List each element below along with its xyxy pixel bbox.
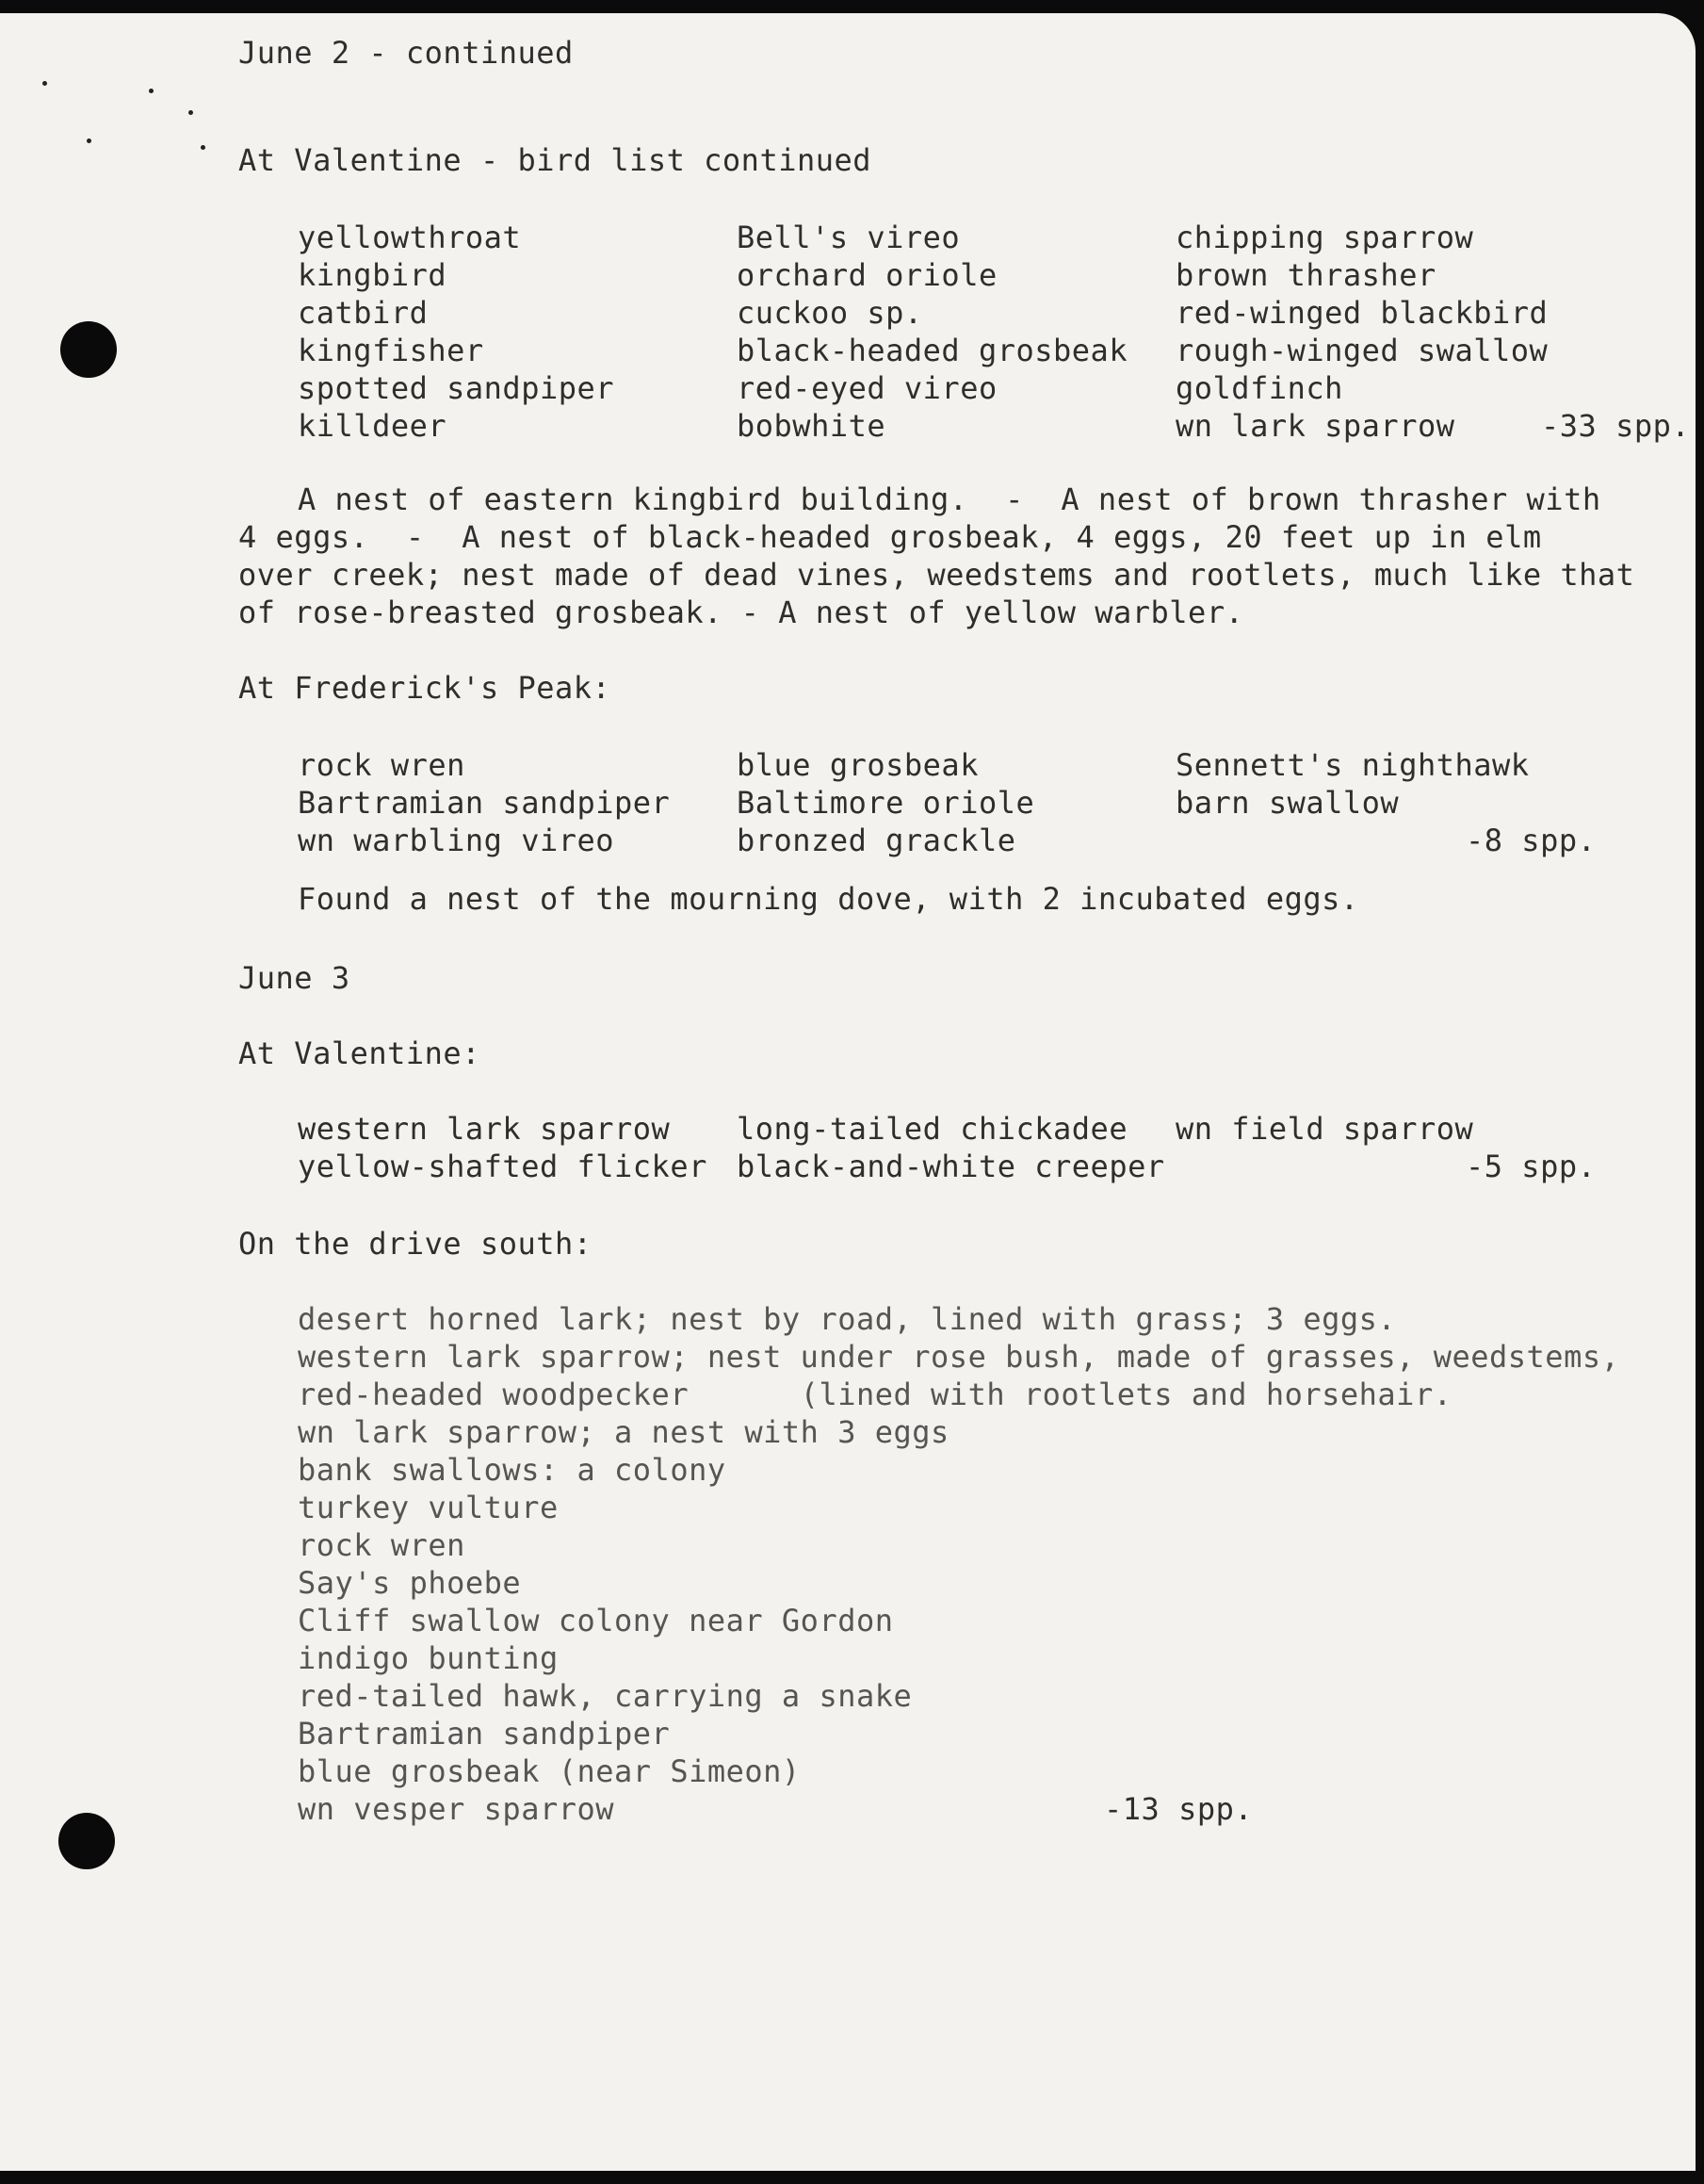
drive-item: western lark sparrow; nest under rose bush, made of grasses, weedstems,	[298, 1339, 1620, 1375]
drive-item: wn vesper sparrow	[298, 1791, 615, 1827]
drive-item: turkey vulture	[298, 1490, 559, 1525]
bird-col3: red-winged blackbird	[1176, 295, 1549, 331]
bird-col1: Bartramian sandpiper	[298, 785, 671, 821]
drive-item: red-headed woodpecker (lined with rootlets and horsehair.	[298, 1377, 1452, 1412]
bird-col2: bronzed grackle	[737, 823, 1016, 858]
speck	[87, 139, 91, 143]
frederick-heading: At Frederick's Peak:	[238, 670, 611, 706]
bird-col3: barn swallow	[1176, 785, 1400, 821]
page-header: June 2 - continued	[238, 35, 574, 71]
bird-col2: bobwhite	[737, 408, 886, 444]
bird-col3: goldfinch	[1176, 370, 1343, 406]
bird-col3: Sennett's nighthawk	[1176, 747, 1530, 783]
speck	[201, 145, 205, 150]
bird-col1: killdeer	[298, 408, 447, 444]
bird-col1: spotted sandpiper	[298, 370, 615, 406]
bird-col2: long-tailed chickadee	[737, 1111, 1128, 1147]
speck	[188, 110, 193, 115]
bird-col2: red-eyed vireo	[737, 370, 998, 406]
typed-page	[0, 13, 1696, 2171]
bird-col1: yellow-shafted flicker	[298, 1149, 707, 1184]
bird-col3: wn field sparrow	[1176, 1111, 1474, 1147]
drive-item: desert horned lark; nest by road, lined with grass; 3 eggs.	[298, 1301, 1397, 1337]
bird-col2: Bell's vireo	[737, 220, 961, 255]
bird-col2: black-headed grosbeak	[737, 333, 1128, 368]
drive-item: Say's phoebe	[298, 1565, 522, 1601]
drive-item: wn lark sparrow; a nest with 3 eggs	[298, 1414, 949, 1450]
bird-col3: brown thrasher	[1176, 257, 1436, 293]
bird-col1: wn warbling vireo	[298, 823, 615, 858]
note-line: A nest of eastern kingbird building. - A nest of brown thrasher with	[298, 481, 1601, 517]
note-line: Found a nest of the mourning dove, with 2 incubated eggs.	[298, 881, 1359, 917]
bird-col3: chipping sparrow	[1176, 220, 1474, 255]
species-count: -8 spp.	[1466, 823, 1597, 858]
valentine-heading: At Valentine - bird list continued	[238, 142, 872, 178]
speck	[42, 81, 47, 86]
bird-col2: black-and-white creeper	[737, 1149, 1165, 1184]
drive-item: blue grosbeak (near Simeon)	[298, 1753, 801, 1789]
drive-item: red-tailed hawk, carrying a snake	[298, 1678, 913, 1714]
bird-col1: western lark sparrow	[298, 1111, 671, 1147]
species-count: -33 spp.	[1541, 408, 1691, 444]
speck	[149, 89, 154, 93]
bird-col2: blue grosbeak	[737, 747, 979, 783]
bird-col1: yellowthroat	[298, 220, 522, 255]
bird-col1: kingfisher	[298, 333, 484, 368]
bird-col1: kingbird	[298, 257, 447, 293]
bird-col2: orchard oriole	[737, 257, 998, 293]
drive-item: indigo bunting	[298, 1640, 559, 1676]
bird-col2: cuckoo sp.	[737, 295, 923, 331]
note-line: of rose-breasted grosbeak. - A nest of yellow warbler.	[238, 595, 1244, 630]
drive-item: bank swallows: a colony	[298, 1452, 726, 1488]
drive-item: Bartramian sandpiper	[298, 1716, 671, 1752]
bird-col1: rock wren	[298, 747, 465, 783]
valentine2-heading: At Valentine:	[238, 1035, 480, 1071]
note-line: 4 eggs. - A nest of black-headed grosbeak, 4 eggs, 20 feet up in elm	[238, 519, 1542, 555]
punch-hole-top	[60, 321, 117, 378]
date-heading: June 3	[238, 960, 350, 996]
note-line: over creek; nest made of dead vines, weedstems and rootlets, much like that	[238, 557, 1635, 593]
species-count: -5 spp.	[1466, 1149, 1597, 1184]
bird-col1: catbird	[298, 295, 429, 331]
drive-item: rock wren	[298, 1527, 465, 1563]
species-count: -13 spp.	[1104, 1791, 1254, 1827]
drive-heading: On the drive south:	[238, 1226, 592, 1262]
drive-item: Cliff swallow colony near Gordon	[298, 1603, 894, 1638]
bird-col3: rough-winged swallow	[1176, 333, 1549, 368]
bird-col3: wn lark sparrow	[1176, 408, 1455, 444]
punch-hole-bottom	[58, 1813, 115, 1869]
bird-col2: Baltimore oriole	[737, 785, 1035, 821]
